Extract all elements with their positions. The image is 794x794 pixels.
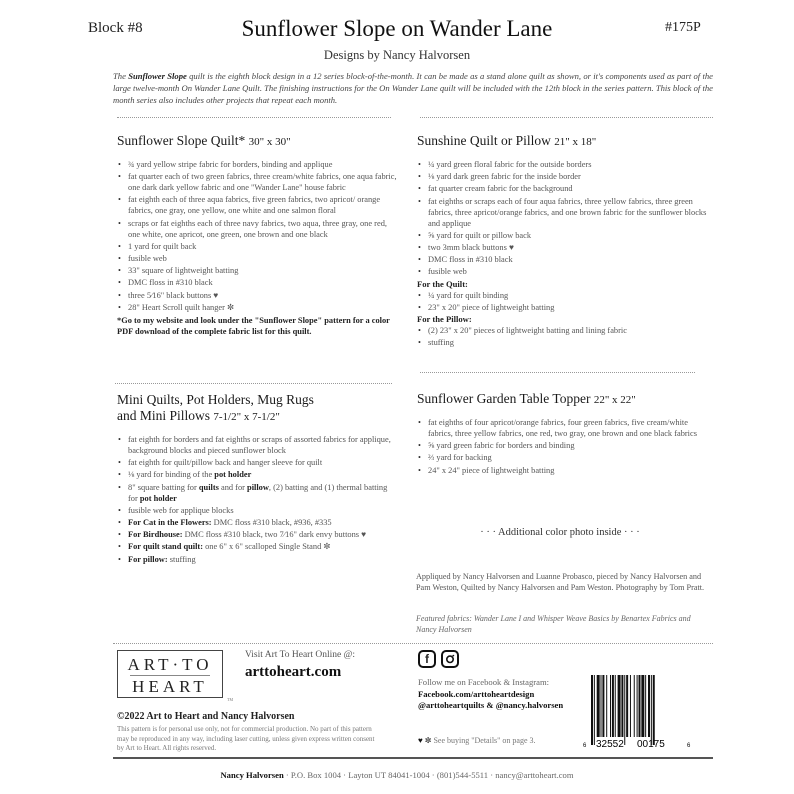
list-item: • For pillow: stuffing: [117, 554, 397, 565]
intro-paragraph: The Sunflower Slope quilt is the eighth block design in a 12 series block-of-the-month. It can be made as a stand alone quilt as shown, or it's components used as part of the large twelve-month On Wander Lane Quilt. The finishing instructions for the On Wander Lane quilt will be included with the 12th block in the series pattern. This block of the month series also includes other projects that repeat each month.: [113, 71, 713, 105]
list-item: • ⅝ yard green fabric for borders and binding: [417, 440, 707, 451]
list-item: • fusible web for applique blocks: [117, 505, 397, 516]
footer-rule: [113, 757, 713, 759]
mini-quilts-section: [117, 392, 397, 566]
footnote: *Go to my website and look under the "Sunflower Slope" pattern for a color PDF download of the complete fabric list for this quilt.: [117, 315, 390, 336]
list-item: • fat eighth for borders and fat eighths or scraps of assorted fabrics for applique, background blocks and pieced sunflower block: [117, 434, 397, 456]
barcode-bar: [641, 675, 644, 737]
barcode: [583, 675, 693, 751]
barcode-bar: [630, 675, 631, 737]
list-item: • ⅝ yard for quilt or pillow back: [417, 230, 709, 241]
pattern-code: #175P: [665, 20, 701, 35]
follow-info: Follow me on Facebook & Instagram: Facebook.com/arttoheartdesign @arttoheartquilts & @nancy.halvorsen: [418, 677, 564, 710]
barcode-bar: [601, 675, 602, 737]
barcode-bar: [597, 675, 600, 737]
list-item: • three 5⁄16" black buttons ♥: [117, 290, 397, 301]
section-title: Sunshine Quilt or Pillow 21" x 18": [417, 133, 597, 148]
barcode-bar: [648, 675, 650, 737]
barcode-bar: [624, 675, 625, 745]
barcode-bar: [651, 675, 652, 745]
visit-text: Visit Art To Heart Online @:: [245, 650, 355, 660]
list-item: • For Birdhouse: DMC floss #310 black, two 7⁄16" dark envy buttons ♥: [117, 529, 397, 540]
list-item: • ⅛ yard dark green fabric for the inside border: [417, 171, 709, 182]
barcode-bar: [612, 675, 614, 737]
list-item: • 33" square of lightweight batting: [117, 265, 397, 276]
barcode-bar: [610, 675, 611, 737]
details-note: ♥ ✼ See buying "Details" on page 3.: [418, 736, 536, 745]
divider: [113, 643, 713, 644]
barcode-bar: [618, 675, 621, 737]
supply-list: [117, 434, 397, 565]
barcode-bar: [637, 675, 638, 737]
additional-photo-note: · · · Additional color photo inside · · ·: [480, 527, 640, 538]
barcode-bar: [621, 675, 623, 737]
quilt-supply-list: [417, 290, 709, 313]
barcode-bar: [634, 675, 635, 737]
list-item: • stuffing: [417, 337, 709, 348]
list-item: • 28" Heart Scroll quilt hanger ✼: [117, 302, 397, 313]
list-item: • ⅔ yard for backing: [417, 452, 707, 463]
list-item: • fat eighth for quilt/pillow back and hanger sleeve for quilt: [117, 457, 397, 468]
list-item: • fat quarter each of two green fabrics, three cream/white fabrics, one aqua fabric, one dark dark yellow fabric and one "Wander Lane" house fabric: [117, 171, 397, 193]
sunshine-section: [417, 133, 709, 349]
list-item: • ¼ yard for quilt binding: [417, 290, 709, 301]
barcode-bar: [639, 675, 641, 737]
supply-list: [417, 159, 709, 277]
list-item: • fusible web: [117, 253, 397, 264]
list-item: • ¾ yard yellow stripe fabric for borders, binding and applique: [117, 159, 397, 170]
section-title: Mini Quilts, Pot Holders, Mug Rugs and Mini Pillows 7-1/2" x 7-1/2": [117, 392, 314, 423]
featured-fabrics: Featured fabrics: Wander Lane I and Whisper Weave Basics by Benartex Fabrics and Nancy Halvorsen: [416, 614, 691, 634]
list-item: • fat eighths or scraps each of four aqua fabrics, three yellow fabrics, three green fabrics, three apricot/orange fabrics, and one brown fabric for the sunflower blocks and applique: [417, 196, 709, 229]
quilt-subheading: For the Quilt:: [417, 278, 468, 289]
supply-list: [417, 417, 707, 476]
svg-text:6: 6: [583, 743, 587, 749]
list-item: • ¼ yard green floral fabric for the outside borders: [417, 159, 709, 170]
list-item: • For quilt stand quilt: one 6" x 6" scalloped Single Stand ✼: [117, 541, 397, 552]
instagram-icon[interactable]: [441, 650, 459, 668]
barcode-bar: [645, 675, 646, 737]
list-item: • 1 yard for quilt back: [117, 241, 397, 252]
divider: [117, 117, 391, 118]
sunflower-slope-section: [117, 133, 397, 337]
list-item: • ⅛ yard for binding of the pot holder: [117, 469, 397, 480]
list-item: • fat eighth each of three aqua fabrics, five green fabrics, two apricot/ orange fabrics, one gray, one yellow, one white and one salmon floral: [117, 194, 397, 216]
instagram-handles[interactable]: @arttoheartquilts & @nancy.halvorsen: [418, 700, 564, 710]
list-item: • 8" square batting for quilts and for pillow, (2) batting and (1) thermal batting for pot holder: [117, 482, 397, 504]
art-to-heart-logo: ART·TO HEART: [117, 650, 223, 698]
list-item: • scraps or fat eighths each of three navy fabrics, two aqua, three gray, one red, one white, one apricot, one green, one brown and one black: [117, 218, 397, 240]
block-number: Block #8: [88, 20, 143, 36]
section-title: Sunflower Garden Table Topper 22" x 22": [417, 391, 636, 406]
contact-line: Nancy Halvorsen · P.O. Box 1004 · Layton UT 84041-1004 · (801)544-5511 · nancy@arttoheart.com: [220, 770, 574, 780]
list-item: • 24" x 24" piece of lightweight batting: [417, 465, 707, 476]
divider: [420, 372, 695, 373]
section-title: Sunflower Slope Quilt* 30" x 30": [117, 133, 291, 148]
barcode-bar: [653, 675, 655, 745]
barcode-bar: [602, 675, 604, 737]
pillow-supply-list: [417, 325, 709, 348]
list-item: • fat quarter cream fabric for the background: [417, 183, 709, 194]
barcode-bar: [594, 675, 595, 745]
copyright: ©2022 Art to Heart and Nancy Halvorsen: [117, 711, 295, 722]
facebook-link[interactable]: Facebook.com/arttoheartdesign: [418, 688, 535, 699]
barcode-bar: [626, 675, 628, 737]
barcode-bar: [591, 675, 593, 745]
list-item: • DMC floss in #310 black: [417, 254, 709, 265]
barcode-bar: [606, 675, 607, 737]
svg-text:6: 6: [687, 743, 691, 749]
website-link[interactable]: arttoheart.com: [245, 664, 342, 680]
facebook-icon[interactable]: f: [418, 650, 436, 668]
list-item: • fat eighths of four apricot/orange fabrics, four green fabrics, five cream/white fabrics, three yellow fabrics, one red, two gray, one brown and one black fabrics: [417, 417, 707, 439]
credits: Appliqued by Nancy Halvorsen and Luanne Probasco, pieced by Nancy Halvorsen and Pam Weston, Quilted by Nancy Halvorsen and Pam Weston. Photography by Tom Pratt.: [416, 572, 705, 592]
list-item: • two 3mm black buttons ♥: [417, 242, 709, 253]
svg-text:00175: 00175: [637, 739, 665, 750]
list-item: • (2) 23" x 20" pieces of lightweight batting and lining fabric: [417, 325, 709, 336]
list-item: • DMC floss in #310 black: [117, 277, 397, 288]
legal-notice: This pattern is for personal use only, not for commercial production. No part of this pattern may be reproduced in any way, including laser cutting, unless given express written consent by Art to Heart. All rights reserved.: [117, 725, 375, 752]
list-item: • fusible web: [417, 266, 709, 277]
divider: [420, 117, 713, 118]
supply-list: [117, 159, 397, 313]
trademark: TM: [227, 697, 233, 702]
table-topper-section: [417, 391, 707, 477]
list-item: • For Cat in the Flowers: DMC floss #310 black, #936, #335: [117, 517, 397, 528]
social-icons: [418, 650, 459, 668]
svg-text:32552: 32552: [596, 739, 624, 750]
byline: Designs by Nancy Halvorsen: [323, 48, 471, 62]
page-title: Sunflower Slope on Wander Lane: [241, 16, 553, 41]
list-item: • 23" x 20" piece of lightweight batting: [417, 302, 709, 313]
pillow-subheading: For the Pillow:: [417, 313, 472, 324]
barcode-bar: [615, 675, 616, 737]
divider: [115, 383, 392, 384]
